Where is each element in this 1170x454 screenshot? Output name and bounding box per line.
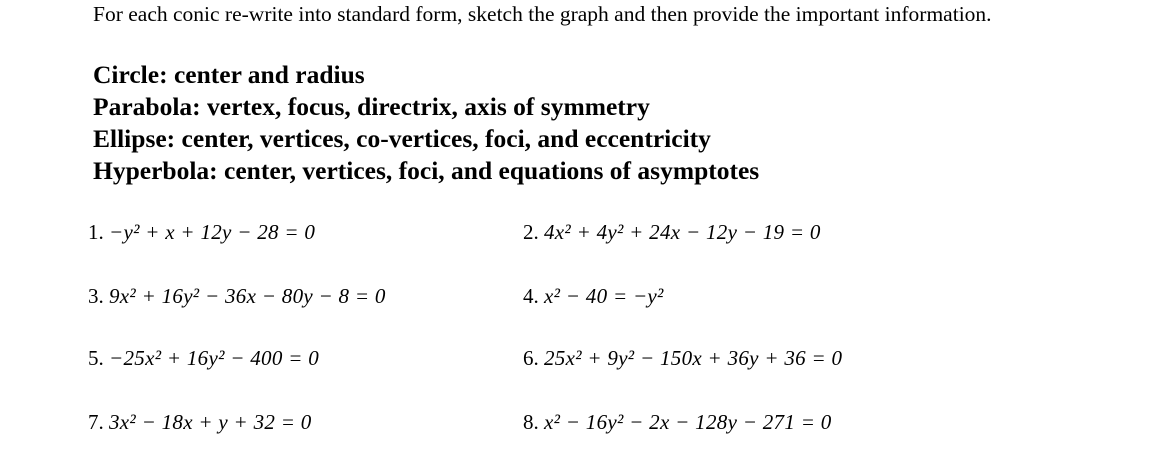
topic-circle: Circle: center and radius [93, 60, 365, 89]
problem-equation: 9x² + 16y² − 36x − 80y − 8 = 0 [109, 284, 386, 308]
problem-equation: 3x² − 18x + y + 32 = 0 [109, 410, 312, 434]
problem-number: 2. [523, 220, 539, 244]
problem-number: 3. [88, 284, 104, 308]
problem-number: 7. [88, 410, 104, 434]
problem-5 [88, 344, 319, 372]
problem-4 [523, 282, 664, 310]
problem-equation: 4x² + 4y² + 24x − 12y − 19 = 0 [544, 220, 821, 244]
problem-3 [88, 282, 386, 310]
topic-parabola: Parabola: vertex, focus, directrix, axis of symmetry [93, 92, 650, 121]
topic-hyperbola: Hyperbola: center, vertices, foci, and equations of asymptotes [93, 156, 760, 185]
problem-1 [88, 218, 315, 246]
topic-ellipse: Ellipse: center, vertices, co-vertices, foci, and eccentricity [93, 124, 711, 153]
problem-number: 4. [523, 284, 539, 308]
instructions-text: For each conic re-write into standard form, sketch the graph and then provide the important information. [93, 2, 992, 26]
problem-8 [523, 408, 832, 436]
problem-equation: x² − 16y² − 2x − 128y − 271 = 0 [544, 410, 832, 434]
problem-equation: 25x² + 9y² − 150x + 36y + 36 = 0 [544, 346, 843, 370]
problem-7 [88, 408, 312, 436]
problem-number: 1. [88, 220, 104, 244]
problem-6 [523, 344, 842, 372]
problem-number: 8. [523, 410, 539, 434]
problem-2 [523, 218, 821, 246]
problem-equation: −y² + x + 12y − 28 = 0 [109, 220, 316, 244]
problem-number: 5. [88, 346, 104, 370]
problem-equation: x² − 40 = −y² [544, 284, 664, 308]
problem-number: 6. [523, 346, 539, 370]
problem-equation: −25x² + 16y² − 400 = 0 [109, 346, 320, 370]
